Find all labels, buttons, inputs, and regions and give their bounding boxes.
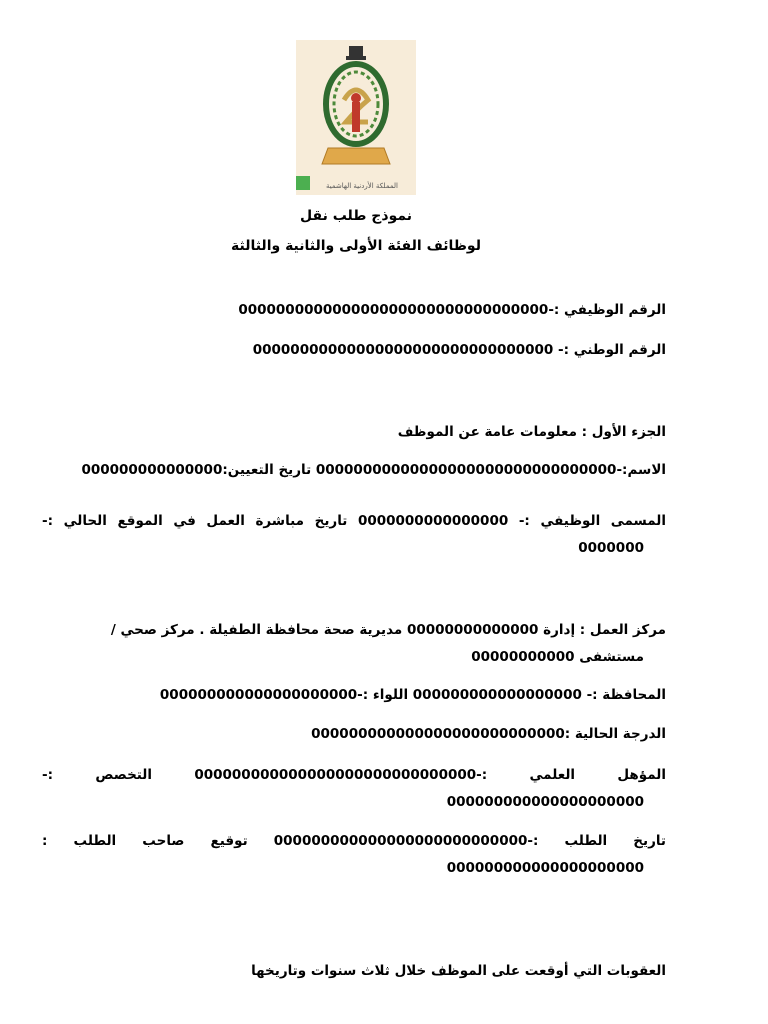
qualification-word: التخصص [95,767,153,783]
job-title-word: المسمى [610,513,666,529]
job-title-line [42,513,666,529]
job-title-word: تاريخ [314,513,348,529]
request-date-word: :-000000000000000000000000000 [273,833,539,849]
job-title-word: الحالي [63,513,107,529]
section1-title: الجزء الأول : معلومات عامة عن الموظف [397,424,666,440]
job-title-word: في [173,513,196,529]
qualification-word: المؤهل [617,767,666,783]
qualification-line [42,767,666,783]
job-title-word: :- [518,513,530,529]
qualification-continuation: 000000000000000000000 [446,794,644,810]
national-number-field: الرقم الوطني :- 00000000000000000000000000000000 [252,342,666,358]
qualification-word: :- [42,767,54,783]
request-date-word: توقيع [210,833,248,849]
request-date-line [42,833,666,849]
request-date-word: تاريخ [633,833,666,849]
svg-text:المملكة الأردنية الهاشمية: المملكة الأردنية الهاشمية [325,182,399,190]
governorate-line: المحافظة :- 000000000000000000 اللواء :-000000000000000000000 [159,687,666,703]
name-appointment-line: الاسم:-00000000000000000000000000000000 تاريخ التعيين:000000000000000 [81,462,666,478]
ministry-logo [296,40,416,195]
request-date-word: : [42,833,48,849]
form-subtitle: لوظائف الفئة الأولى والثانية والثالثة [231,238,481,254]
job-title-word: الموقع [117,513,163,529]
request-date-word: الطلب [73,833,117,849]
qualification-word: :-000000000000000000000000000000 [194,767,488,783]
job-title-word: العمل [206,513,245,529]
request-date-word: الطلب [564,833,608,849]
form-title: نموذج طلب نقل [300,208,412,224]
penalties-title: العقوبات التي أوقعت على الموظف خلال ثلاث سنوات وتاريخها [251,963,666,979]
work-center-continuation: مستشفى 00000000000 [471,649,644,665]
job-title-word: مباشرة [255,513,305,529]
grade-line: الدرجة الحالية :000000000000000000000000000 [311,726,666,742]
job-title-continuation: 0000000 [578,540,644,556]
job-title-word: الوظيفي [540,513,601,529]
work-center-line: مركز العمل : إدارة 00000000000000 مديرية صحة محافظة الطفيلة . مركز صحي / [110,622,666,638]
qualification-word: العلمي [529,767,576,783]
job-number-field: الرقم الوظيفي :-000000000000000000000000000000000 [238,302,666,318]
job-title-word: :- [42,513,54,529]
request-date-word: صاحب [142,833,185,849]
signature-continuation: 000000000000000000000 [446,860,644,876]
job-title-word: 0000000000000000 [357,513,509,529]
